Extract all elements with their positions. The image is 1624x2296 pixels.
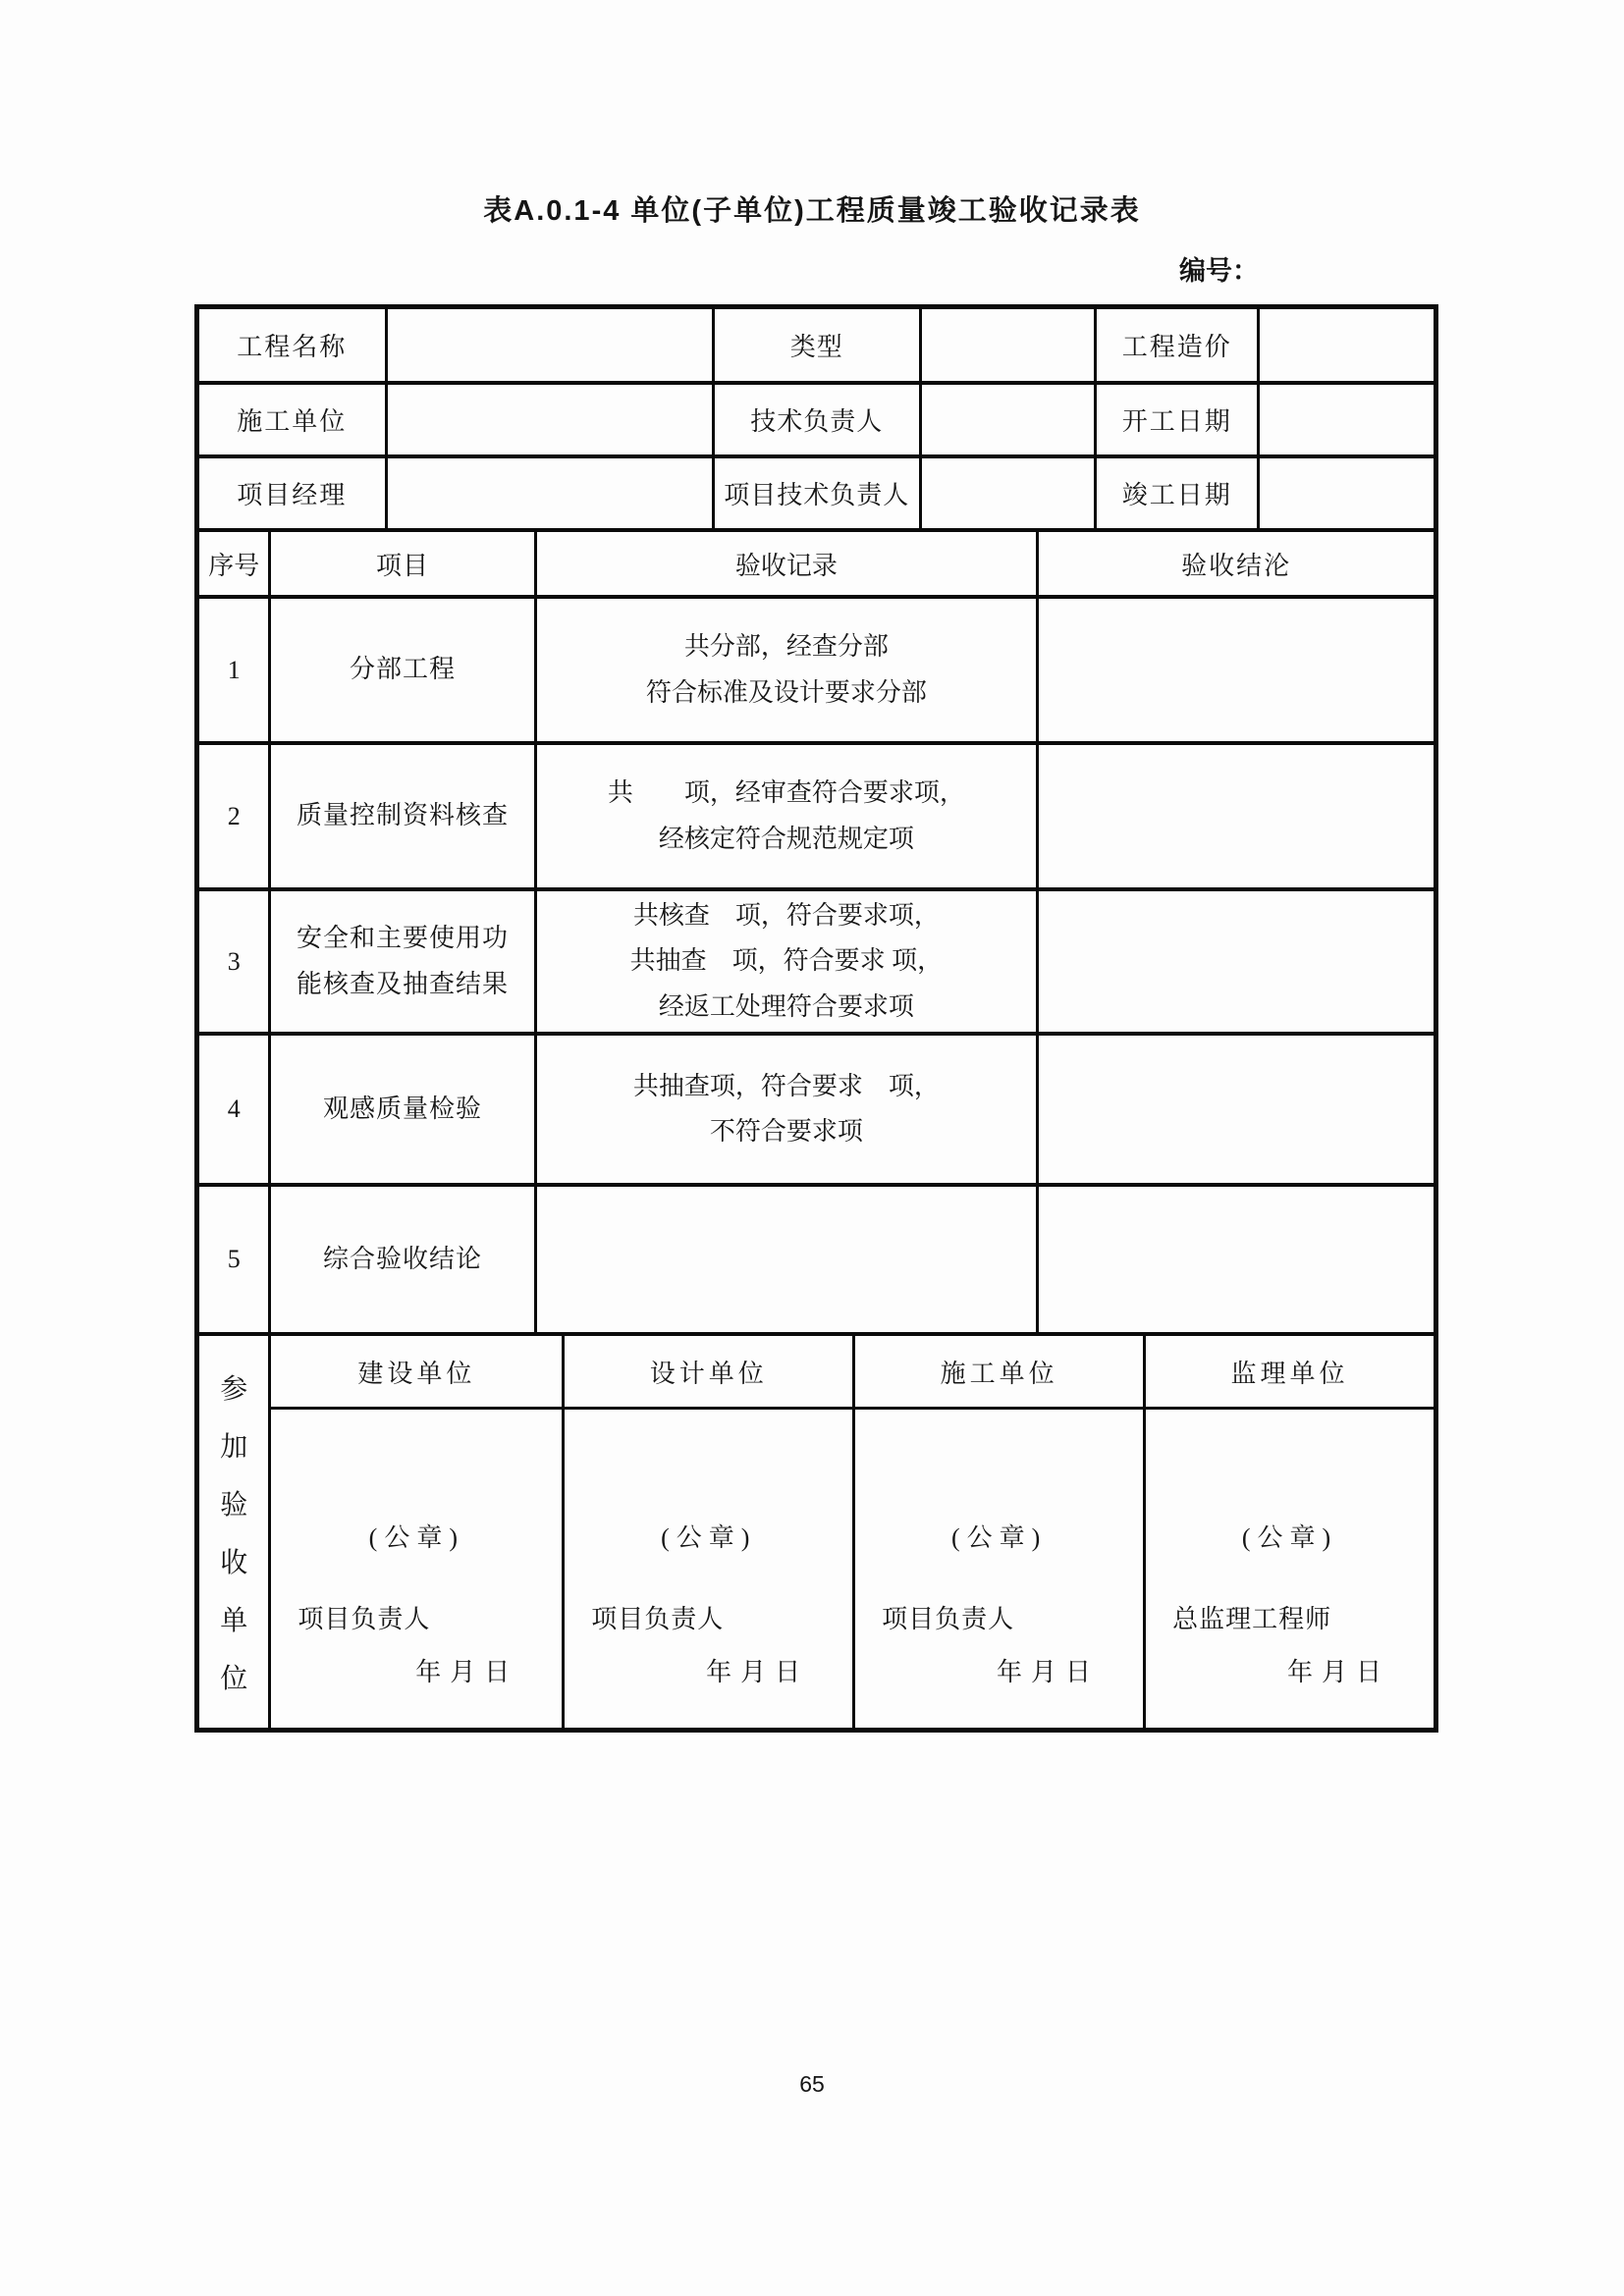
type-value-cell (919, 309, 1094, 381)
conclusion-cell (1036, 1187, 1434, 1332)
project-cost-value-cell (1257, 309, 1434, 381)
conclusion-cell (1036, 745, 1434, 887)
ref-number-label: 编号： (1179, 256, 1259, 286)
unit-header-contractor: 施工单位 (852, 1336, 1143, 1407)
info-row-project (199, 309, 1434, 381)
completion-date-label: 竣工日期 (1094, 458, 1257, 528)
project-cost-label: 工程造价 (1094, 309, 1257, 381)
checklist-row-4 (199, 1032, 1434, 1183)
start-date-value-cell (1257, 385, 1434, 454)
record-cell: 共 项，经审查符合要求项， 经核定符合规范规定项 (534, 745, 1037, 887)
signer-label: 项目负责人 (882, 1605, 1015, 1633)
signature-cell-supervision (1143, 1410, 1434, 1728)
project-tech-director-value-cell (919, 458, 1094, 528)
info-row-manager (199, 454, 1434, 528)
header-item: 项目 (268, 532, 533, 595)
row-number: 4 (227, 1095, 241, 1123)
conclusion-cell (1036, 1036, 1434, 1183)
participants-signature-row (271, 1407, 1434, 1728)
row-number: 2 (227, 801, 241, 830)
unit-header-design: 设计单位 (562, 1336, 852, 1407)
header-no: 序号 (208, 551, 260, 580)
contractor-label: 施工单位 (237, 407, 348, 436)
date-placeholder: 年月日 (415, 1658, 519, 1686)
header-record: 验收记录 (534, 532, 1037, 595)
item-cell: 安全和主要使用功 能核查及抽查结果 (268, 891, 533, 1032)
project-tech-director-label: 项目技术负责人 (712, 458, 919, 528)
record-cell: 共抽查项，符合要求 项， 不符合要求项 (534, 1036, 1037, 1183)
seal-placeholder: (公章) (368, 1523, 464, 1553)
record-cell: 共核查 项，符合要求项， 共抽查 项，符合要求 项， 经返工处理符合要求项 (534, 891, 1037, 1032)
date-placeholder: 年月日 (706, 1658, 810, 1686)
seal-placeholder: (公章) (661, 1523, 757, 1553)
checklist-row-1 (199, 595, 1434, 741)
row-number: 3 (227, 946, 241, 976)
signature-cell-contractor (852, 1410, 1143, 1728)
date-placeholder: 年月日 (1286, 1658, 1390, 1686)
seal-placeholder: (公章) (1241, 1523, 1338, 1553)
participants-side-label: 参 加 验 收 单 位 (220, 1374, 248, 1694)
unit-header-supervision: 监理单位 (1143, 1336, 1434, 1407)
checklist-row-2 (199, 741, 1434, 887)
item-cell: 质量控制资料核查 (268, 745, 533, 887)
tech-director-label: 技术负责人 (712, 385, 919, 454)
date-placeholder: 年月日 (997, 1658, 1101, 1686)
item-cell: 观感质量检验 (268, 1036, 533, 1183)
start-date-label: 开工日期 (1094, 385, 1257, 454)
checklist-row-3 (199, 887, 1434, 1032)
seal-placeholder: (公章) (950, 1523, 1048, 1553)
item-cell: 分部工程 (268, 599, 533, 741)
conclusion-cell (1036, 891, 1434, 1032)
type-label: 类型 (712, 309, 919, 381)
row-number: 1 (227, 655, 241, 684)
page-number: 65 (799, 2071, 825, 2097)
signer-label: 项目负责人 (591, 1605, 725, 1633)
project-manager-label: 项目经理 (237, 481, 348, 509)
unit-header-construction: 建设单位 (357, 1359, 476, 1388)
signature-cell-design (562, 1410, 852, 1728)
participants-header-row (271, 1336, 1434, 1407)
contractor-value-cell (385, 385, 712, 454)
project-manager-value-cell (385, 458, 712, 528)
header-conclusion: 验收结沦 (1036, 532, 1434, 595)
item-cell: 综合验收结论 (268, 1187, 533, 1332)
participants-section (199, 1332, 1434, 1728)
project-name-value-cell (385, 309, 712, 381)
row-number: 5 (227, 1245, 241, 1273)
conclusion-cell (1036, 599, 1434, 741)
tech-director-value-cell (919, 385, 1094, 454)
checklist-header-row (199, 528, 1434, 595)
signer-label: 项目负责人 (298, 1605, 431, 1633)
project-name-label: 工程名称 (237, 333, 348, 361)
info-row-contractor (199, 381, 1434, 454)
signature-cell-construction (271, 1410, 562, 1728)
record-cell: 共分部，经查分部 符合标准及设计要求分部 (534, 599, 1037, 741)
signer-label: 总监理工程师 (1172, 1605, 1332, 1633)
completion-date-value-cell (1257, 458, 1434, 528)
record-cell (534, 1187, 1037, 1332)
acceptance-record-table (194, 304, 1438, 1733)
checklist-row-5 (199, 1183, 1434, 1332)
page-title: 表A.0.1-4 单位(子单位)工程质量竣工验收记录表 (483, 195, 1141, 227)
